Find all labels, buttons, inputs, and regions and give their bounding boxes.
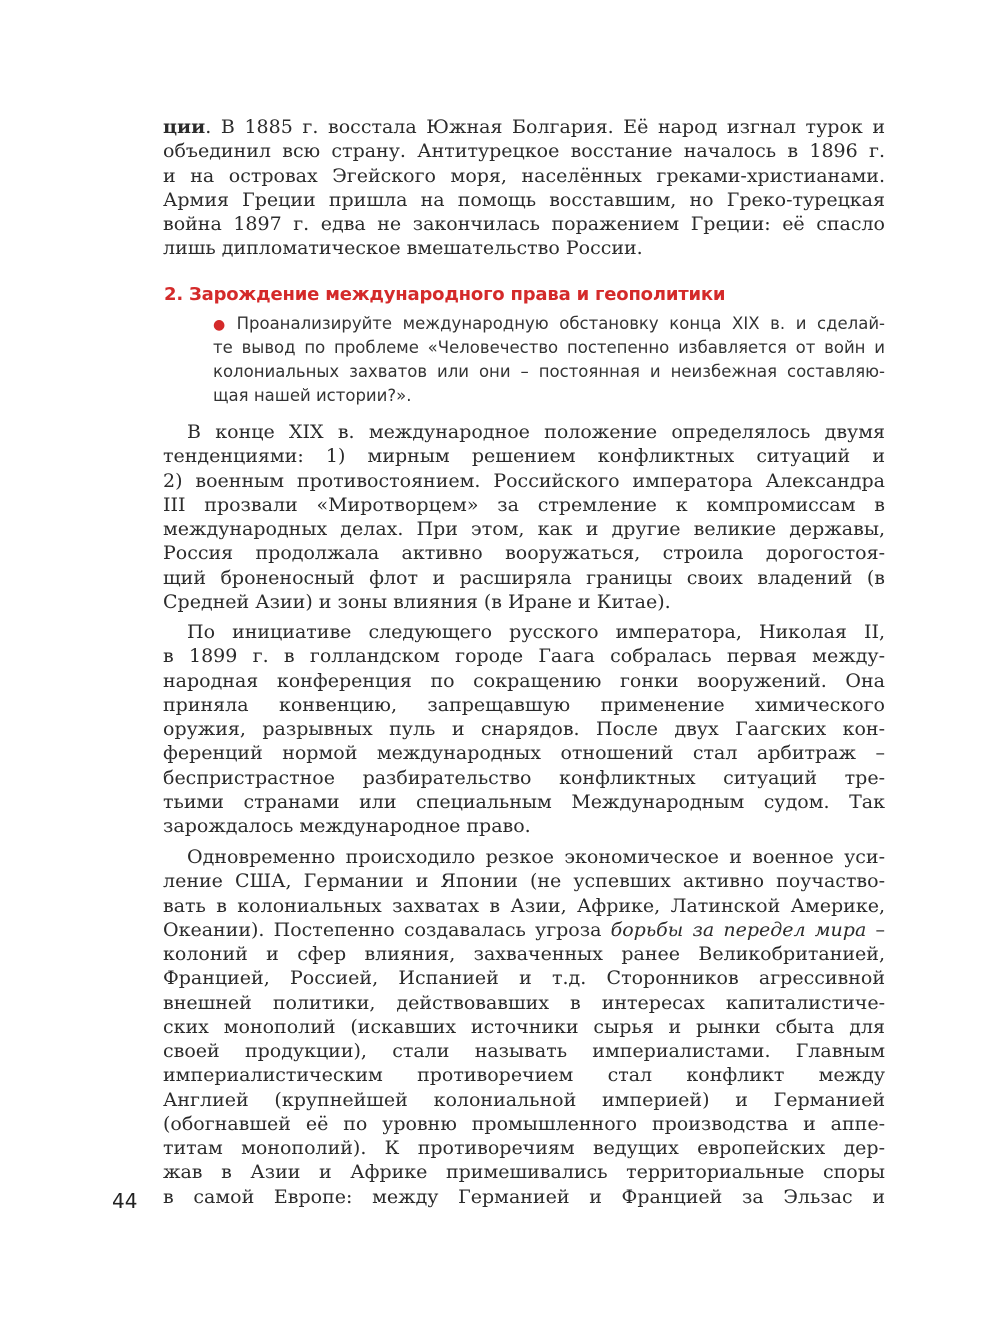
intro-bold-term: ции <box>163 116 206 138</box>
p3-line-10: империалистическим противоречием стал конфликт между <box>163 1064 885 1087</box>
p3-line-4 <box>163 918 885 942</box>
p3-line-3: вать в колониальных захватах в Азии, Африке, Латинской Америке, <box>163 894 885 917</box>
intro-line-6: лишь дипломатическое вмешательство России. <box>163 237 643 260</box>
intro-line-1-text: . В 1885 г. восстала Южная Болгария. Её народ изгнал турок и <box>205 116 885 138</box>
intro-line-4: Армия Греции пришла на помощь восставшим, но Греко-турецкая <box>163 188 885 211</box>
intro-paragraph <box>163 115 885 261</box>
p1-line-5: международных делах. При этом, как и другие великие державы, <box>163 518 885 540</box>
p2-line-9: зарождалось международное право. <box>163 815 531 837</box>
p3-line-4-end: – <box>866 918 885 941</box>
p2-line-7: беспристрастное разбирательство конфликтных ситуаций тре- <box>163 766 885 789</box>
task-line-2: те вывод по проблеме «Человечество постепенно избавляется от войн и <box>213 338 885 357</box>
p3-line-8: ских монополий (искавших источники сырья и рынки сбыта для <box>163 1015 885 1038</box>
p1-line-4: III прозвали «Миротворцем» за стремление к компромиссам в <box>163 493 885 516</box>
p3-line-11: Англией (крупнейшей колониальной империей) и Германией <box>163 1088 885 1111</box>
paragraph-1 <box>163 420 885 614</box>
p1-line-7: щий броненосный флот и расширяла границы своих владений (в <box>163 566 885 589</box>
p2-line-1: По инициативе следующего русского императора, Николая II, <box>187 621 885 643</box>
p3-line-1: Одновременно происходило резкое экономическое и военное уси- <box>187 846 885 868</box>
p3-line-13: титам монополий). К противоречиям ведущих европейских дер- <box>163 1137 885 1159</box>
task-line-1-text: Проанализируйте международную обстановку конца XIX в. и сделай- <box>236 314 886 333</box>
paragraph-2 <box>163 620 885 838</box>
p1-line-3: 2) военным противостоянием. Российского императора Александра <box>163 469 885 492</box>
task-line-1 <box>213 312 885 336</box>
p3-line-4-start: Океании). Постепенно создавалась угроза <box>163 918 611 941</box>
task-line-3: колониальных захватов или они – постоянная и неизбежная составляю- <box>213 362 885 381</box>
intro-line-5: война 1897 г. едва не закончилась поражением Греции: её спасло <box>163 213 885 235</box>
p2-line-3: народная конференция по сокращению гонки вооружений. Она <box>163 669 885 692</box>
page-number: 44 <box>112 1189 138 1213</box>
p2-line-4: приняла конвенцию, запрещавшую применение химического <box>163 693 885 716</box>
paragraph-3 <box>163 845 885 1209</box>
intro-line-1 <box>163 115 885 139</box>
p3-line-9: своей продукции), стали называть империалистами. Главным <box>163 1040 885 1062</box>
p3-line-6: Францией, Россией, Испанией и т.д. Сторонников агрессивной <box>163 967 885 990</box>
task-block <box>213 312 885 408</box>
p2-line-6: ференций нормой международных отношений стал арбитраж – <box>163 742 885 765</box>
bullet-icon: ● <box>213 317 231 333</box>
task-line-4: щая нашей истории?». <box>213 386 412 405</box>
italic-term: борьбы за передел мира <box>610 918 867 941</box>
p1-line-2: тенденциями: 1) мирным решением конфликтных ситуаций и <box>163 445 885 468</box>
p1-line-6: Россия продолжала активно вооружаться, строила дорогостоя- <box>163 542 885 565</box>
p3-line-12: (обогнавшей её по уровню промышленного производства и аппе- <box>163 1112 885 1135</box>
p2-line-5: оружия, разрывных пуль и снарядов. После двух Гаагских кон- <box>163 718 885 740</box>
p1-line-1: В конце XIX в. международное положение определялось двумя <box>187 421 885 443</box>
p1-line-8: Средней Азии) и зоны влияния (в Иране и Китае). <box>163 590 671 613</box>
p3-line-15: в самой Европе: между Германией и Францией за Эльзас и <box>163 1185 885 1208</box>
section-heading: 2. Зарождение международного права и геополитики <box>164 284 726 305</box>
p3-line-5: колоний и сфер влияния, захваченных ранее Великобританией, <box>163 943 885 965</box>
p3-line-7: внешней политики, действовавших в интересах капиталистиче- <box>163 991 885 1014</box>
p2-line-2: в 1899 г. в голландском городе Гаага собралась первая между- <box>163 645 885 668</box>
intro-line-3: и на островах Эгейского моря, населённых греками-христианами. <box>163 164 885 187</box>
p3-line-2: ление США, Германии и Японии (не успевших активно поучаство- <box>163 870 885 893</box>
p2-line-8: тьими странами или специальным Международным судом. Так <box>163 790 885 813</box>
intro-line-2: объединил всю страну. Антитурецкое восстание началось в 1896 г. <box>163 140 885 163</box>
p3-line-14: жав в Азии и Африке примешивались территориальные споры <box>163 1161 885 1184</box>
